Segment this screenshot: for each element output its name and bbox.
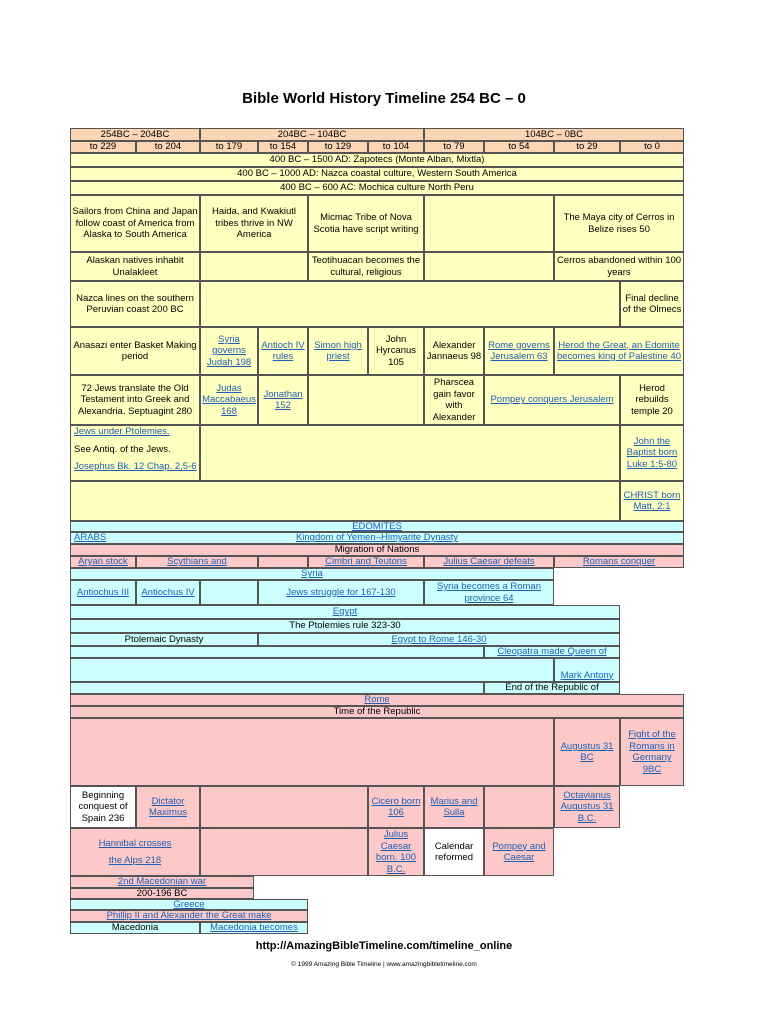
egypt-link[interactable]: Egypt — [70, 605, 620, 619]
header-sub-6: to 104 — [368, 141, 424, 153]
aryan-stock-link[interactable]: Aryan stock — [70, 556, 136, 568]
jonathan-link[interactable]: Jonathan 152 — [258, 375, 308, 425]
mochica-band: 400 BC – 600 AC: Mochica culture North Peru — [70, 181, 684, 195]
augustus-link[interactable]: Augustus 31 BC — [554, 718, 620, 786]
jews-under-ptolemies-cell — [70, 425, 200, 481]
spain-conquest-cell: Beginning conquest of Spain 236 — [70, 786, 136, 828]
caesar-defeats-link[interactable]: Julius Caesar defeats — [424, 556, 554, 568]
sailors-cell: Sailors from China and Japan follow coast of America from Alaska to South America — [70, 195, 200, 252]
empty-cell — [70, 682, 484, 694]
cleopatra-link[interactable]: Cleopatra made Queen of — [484, 646, 620, 658]
header-sub-8: to 54 — [484, 141, 554, 153]
pompey-caesar-link[interactable]: Pompey and Caesar — [484, 828, 554, 876]
hannibal-link-1[interactable]: Hannibal crosses — [98, 837, 172, 849]
syria-governs-judah-link[interactable]: Syria governs Judah 198 — [200, 327, 258, 375]
alaskan-cell: Alaskan natives inhabit Unalakleet — [70, 252, 200, 281]
hannibal-cell — [70, 828, 200, 876]
page-title: Bible World History Timeline 254 BC – 0 — [242, 90, 526, 107]
empty-cell — [200, 252, 308, 281]
maya-cell: The Maya city of Cerros in Belize rises 50 — [554, 195, 684, 252]
jews-under-ptolemies-link[interactable]: Jews under Ptolemies. — [74, 426, 170, 437]
dictator-maximus-link[interactable]: Dictator Maximus — [136, 786, 200, 828]
header-sub-7: to 79 — [424, 141, 484, 153]
macedonian-war-link[interactable]: 2nd Macedonian war — [70, 876, 254, 888]
years-cell: 200-196 BC — [70, 888, 254, 899]
empty-cell — [258, 556, 308, 568]
header-period-1: 254BC – 204BC — [70, 128, 200, 141]
marius-sulla-link[interactable]: Marius and Sulla — [424, 786, 484, 828]
fight-of-romans-link[interactable]: Fight of the Romans in Germany 9BC — [620, 718, 684, 786]
romans-conquer-link[interactable]: Romans conquer — [554, 556, 684, 568]
cimbri-teutons-link[interactable]: Cimbri and Teutons — [308, 556, 424, 568]
header-period-3: 104BC – 0BC — [424, 128, 684, 141]
anasazi-cell: Anasazi enter Basket Making period — [70, 327, 200, 375]
alexander-jannaeus-cell: Alexander Jannaeus 98 — [424, 327, 484, 375]
migration-band: Migration of Nations — [70, 544, 684, 556]
empty-cell — [70, 718, 554, 786]
pharisees-cell: Pharscea gain favor with Alexander — [424, 375, 484, 425]
haida-cell: Haida, and Kwakiutl tribes thrive in NW America — [200, 195, 308, 252]
macedonia-becomes-link[interactable]: Macedonia becomes — [200, 922, 308, 934]
cicero-link[interactable]: Cicero born 106 — [368, 786, 424, 828]
greece-link[interactable]: Greece — [70, 899, 308, 910]
judas-maccabaeus-link[interactable]: Judas Maccabaeus 168 — [200, 375, 258, 425]
header-period-2: 204BC – 104BC — [200, 128, 424, 141]
empty-cell — [70, 658, 554, 682]
empty-cell — [308, 375, 424, 425]
rome-governs-jerusalem-link[interactable]: Rome governs Jerusalem 63 — [484, 327, 554, 375]
john-hyrcanus-cell: John Hyrcanus 105 — [368, 327, 424, 375]
julius-caesar-born-link[interactable]: Julius Caesar born. 100 B.C. — [368, 828, 424, 876]
egypt-to-rome-link[interactable]: Egypt to Rome 146-30 — [258, 633, 620, 646]
scythians-link[interactable]: Scythians and — [136, 556, 258, 568]
cerros-cell: Cerros abandoned within 100 years — [554, 252, 684, 281]
empty-cell — [424, 195, 554, 252]
josephus-link[interactable]: Josephus Bk. 12 Chap. 2,5-6 — [74, 461, 197, 472]
header-sub-5: to 129 — [308, 141, 368, 153]
antiochus-iv-link[interactable]: Antiochus IV — [136, 580, 200, 605]
ptolemies-rule-band: The Ptolemies rule 323-30 — [70, 619, 620, 633]
ptolemaic-dynasty-cell: Ptolemaic Dynasty — [70, 633, 258, 646]
header-sub-3: to 179 — [200, 141, 258, 153]
syria-roman-province-link[interactable]: Syria becomes a Roman province 64 — [424, 580, 554, 605]
jews-struggle-link[interactable]: Jews struggle for 167-130 — [258, 580, 424, 605]
olmecs-cell: Final decline of the Olmecs — [620, 281, 684, 327]
herod-temple-cell: Herod rebuilds temple 20 — [620, 375, 684, 425]
empty-cell — [424, 252, 554, 281]
nazca-band: 400 BC – 1000 AD: Nazca coastal culture, Western South America — [70, 167, 684, 181]
empty-cell — [70, 646, 484, 658]
septuagint-cell: 72 Jews translate the Old Testament into Greek and Alexandria. Septuagint 280 — [70, 375, 200, 425]
pompey-conquers-jerusalem-link[interactable]: Pompey conquers Jerusalem — [484, 375, 620, 425]
empty-cell — [200, 828, 368, 876]
header-sub-4: to 154 — [258, 141, 308, 153]
mark-antony-link[interactable]: Mark Antony — [554, 658, 620, 682]
header-sub-1: to 229 — [70, 141, 136, 153]
arabs-row — [70, 532, 684, 544]
empty-cell — [484, 786, 554, 828]
phillip-alexander-link[interactable]: Phillip II and Alexander the Great make — [70, 910, 308, 922]
hannibal-link-2[interactable]: the Alps 218 — [108, 855, 162, 866]
empty-cell — [200, 580, 258, 605]
footer-url[interactable]: http://AmazingBibleTimeline.com/timeline_online — [255, 940, 513, 952]
zapotecs-band: 400 BC – 1500 AD: Zapotecs (Monte Alban, Mixtla) — [70, 153, 684, 167]
simon-high-priest-link[interactable]: Simon high priest — [308, 327, 368, 375]
macedonia-cell: Macedonia — [70, 922, 200, 934]
empty-cell — [70, 481, 620, 521]
empty-cell — [200, 786, 368, 828]
yemen-link[interactable]: Kingdom of Yemen–Himyarite Dynasty — [295, 532, 459, 544]
antiochus-iii-link[interactable]: Antiochus III — [70, 580, 136, 605]
antioch-iv-link[interactable]: Antioch IV rules — [258, 327, 308, 375]
empty-cell — [200, 281, 620, 327]
end-of-republic-cell: End of the Republic of — [484, 682, 620, 694]
christ-born-link[interactable]: CHRIST born Matt. 2:1 — [620, 481, 684, 521]
arabs-link[interactable]: ARABS — [74, 532, 107, 544]
rome-link[interactable]: Rome — [70, 694, 684, 706]
header-sub-2: to 204 — [136, 141, 200, 153]
herod-the-great-link[interactable]: Herod the Great, an Edomite becomes king of Palestine 40 — [554, 327, 684, 375]
octavianus-link[interactable]: Octavianus Augustus 31 B.C. — [554, 786, 620, 828]
see-antiq-text: See Antiq. of the Jews. — [74, 443, 171, 455]
nazca-lines-cell: Nazca lines on the southern Peruvian coast 200 BC — [70, 281, 200, 327]
edomites-link[interactable]: EDOMITES — [70, 521, 684, 532]
footer-copyright: © 1999 Amazing Bible Timeline | www.amazingbibletimeline.com — [291, 961, 477, 968]
john-the-baptist-link[interactable]: John the Baptist born Luke 1:5-80 — [620, 425, 684, 481]
republic-band: Time of the Republic — [70, 706, 684, 718]
header-sub-9: to 29 — [554, 141, 620, 153]
syria-link[interactable]: Syria — [70, 568, 554, 580]
micmac-cell: Micmac Tribe of Nova Scotia have script writing — [308, 195, 424, 252]
calendar-cell: Calendar reformed — [424, 828, 484, 876]
teotihuacan-cell: Teotihuacan becomes the cultural, religious — [308, 252, 424, 281]
header-sub-10: to 0 — [620, 141, 684, 153]
empty-cell — [200, 425, 620, 481]
